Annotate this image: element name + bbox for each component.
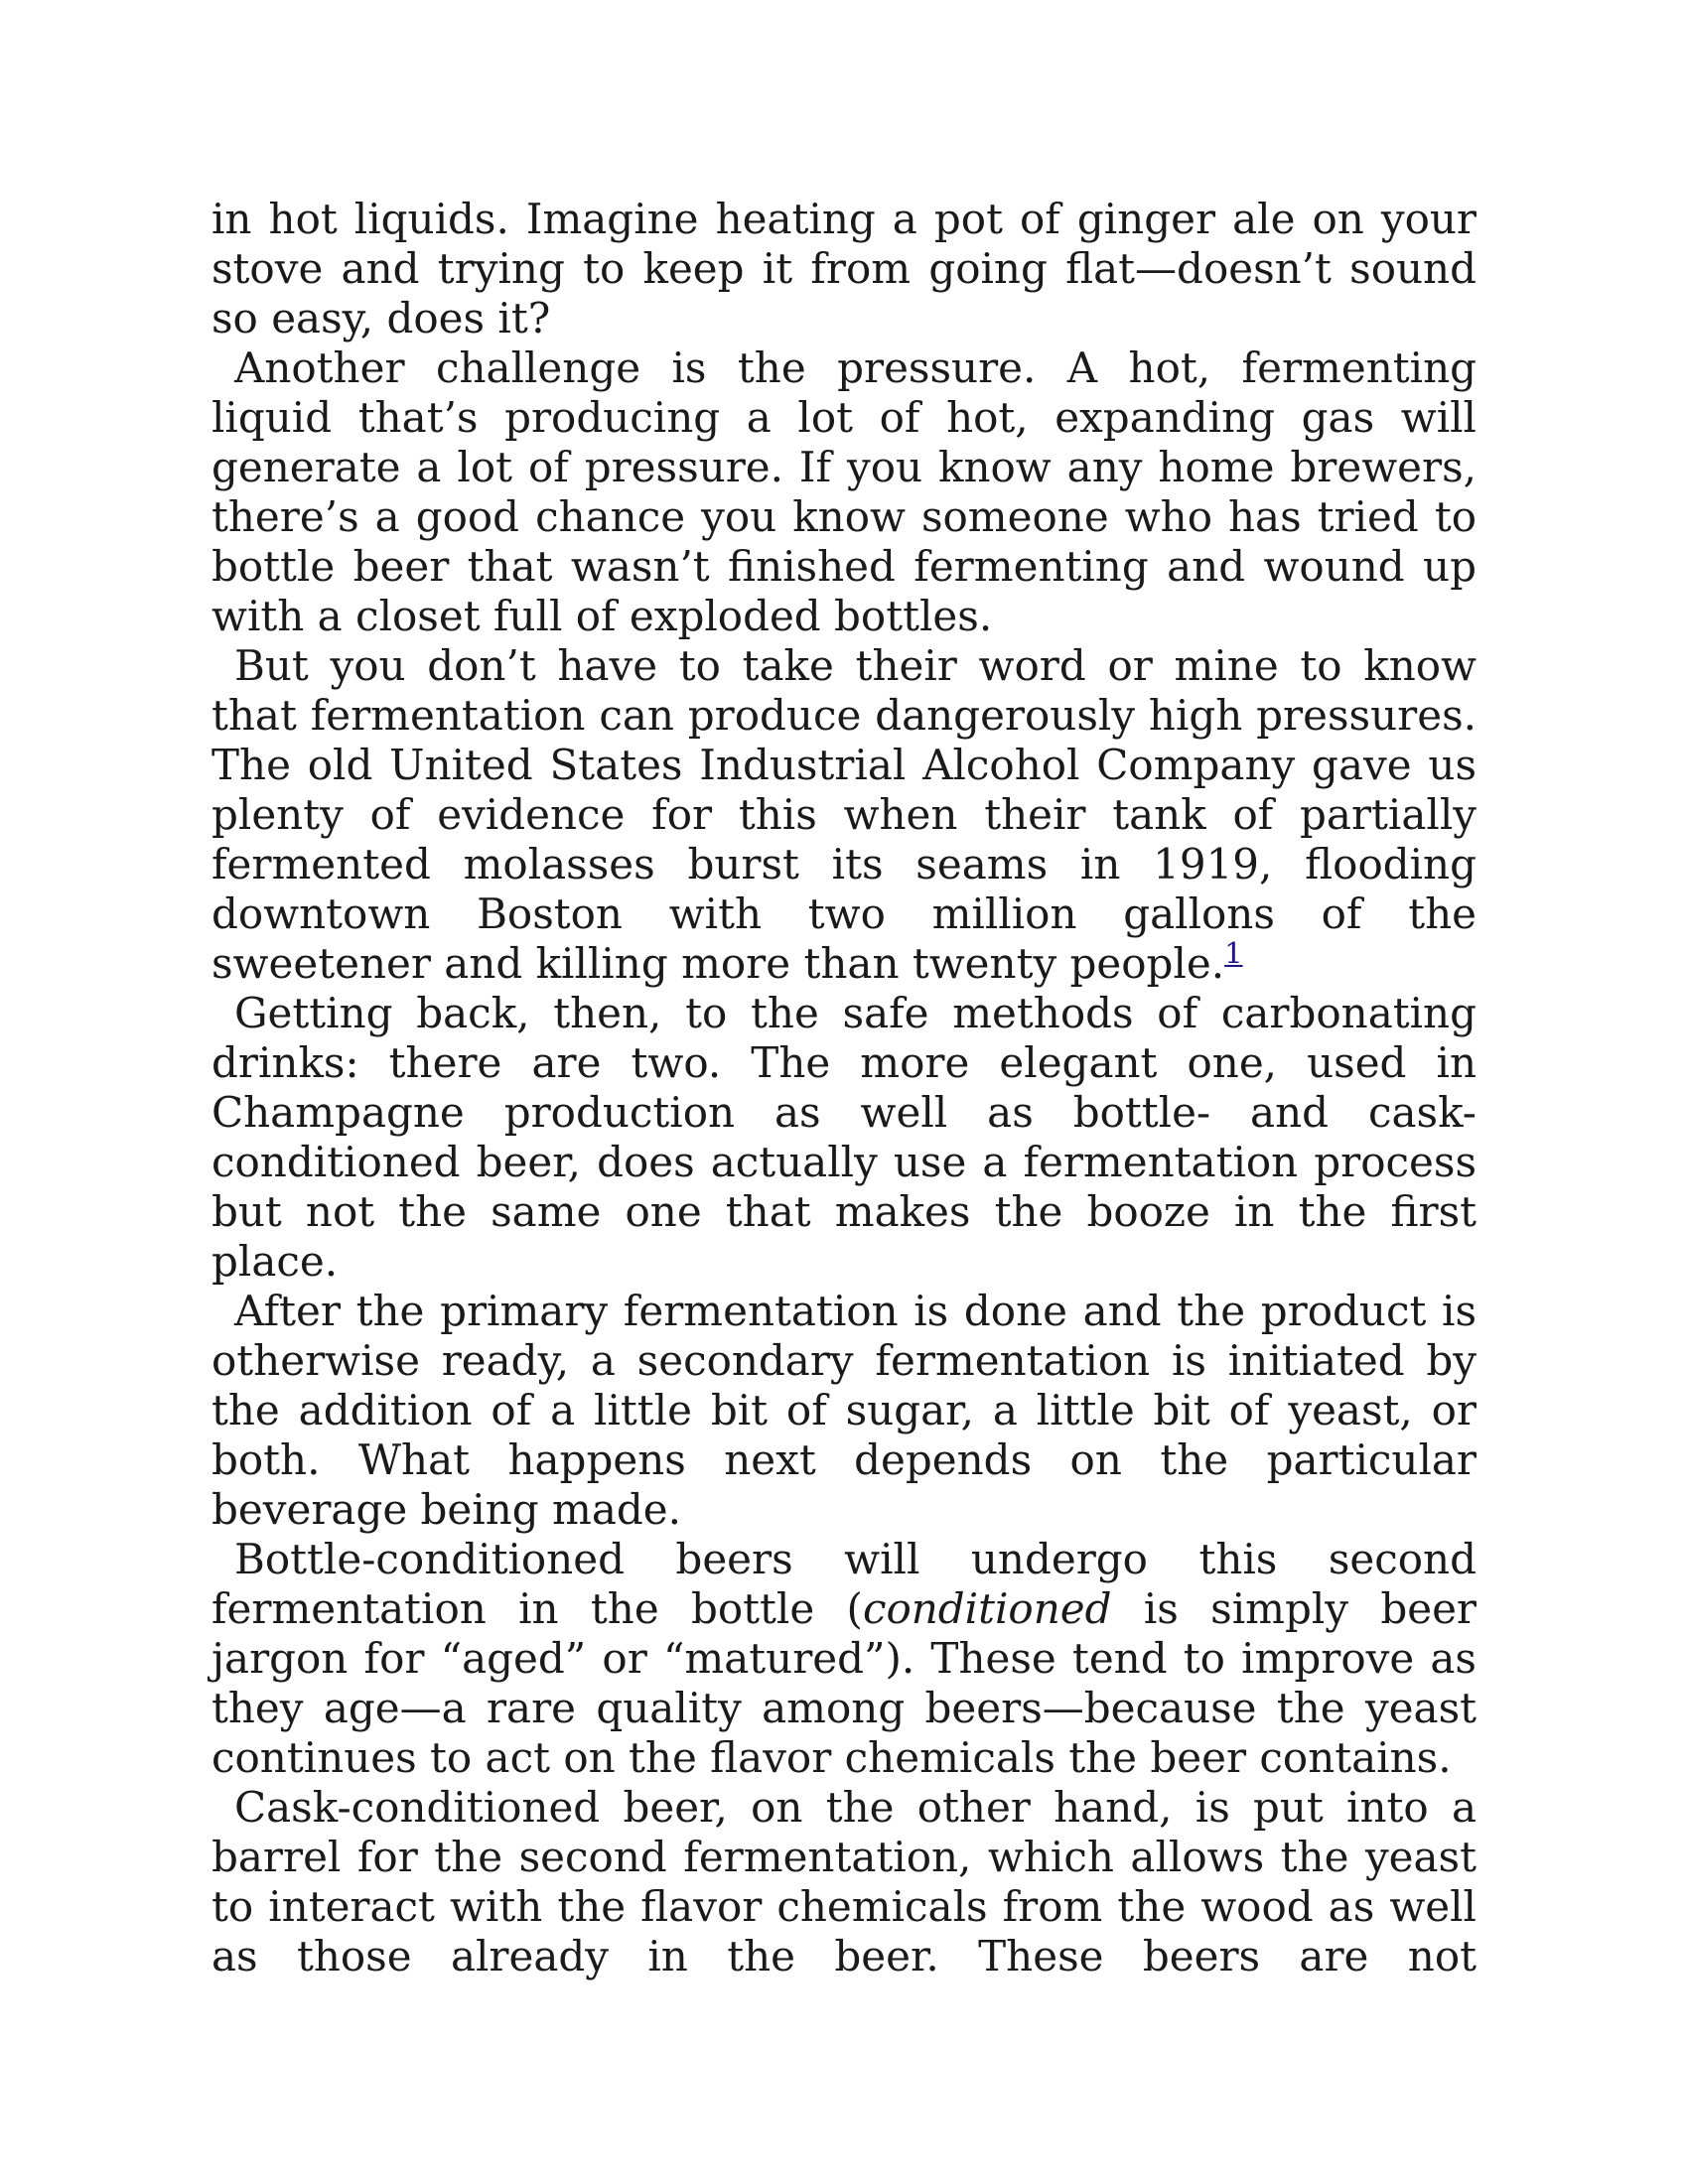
paragraph-cask-conditioned <box>211 1783 1477 1981</box>
paragraph-text: Cask-conditioned beer, on the other hand, is put into a barrel for the second fermentation, which allows the yeast to interact with the flavor chemicals from the wood as well as those already in the beer. These beers are not <box>211 1783 1477 1980</box>
paragraph-pressure <box>211 343 1477 641</box>
paragraph-text: in hot liquids. Imagine heating a pot of ginger ale on your stove and trying to keep it from going flat—doesn’t sound so easy, does it? <box>211 195 1477 342</box>
paragraph-text: After the primary fermentation is done and the product is otherwise ready, a secondary fermentation is initiated by the addition of a little bit of sugar, a little bit of yeast, or both. What happens next depends on the particular beverage being made. <box>211 1287 1477 1534</box>
paragraph-secondary-fermentation <box>211 1287 1477 1535</box>
italic-term: conditioned <box>862 1584 1112 1633</box>
footnote-link[interactable]: 1 <box>1224 936 1243 970</box>
paragraph-bottle-conditioned <box>211 1535 1477 1783</box>
paragraph-text: is simply beer jargon for “aged” or “matured”). These tend to improve as they age—a rare quality among beers—because the yeast continues to act on the flavor chemicals the beer contains. <box>211 1584 1477 1782</box>
paragraph-text: Bottle-conditioned beers will undergo this second fermentation in the bottle ( <box>211 1535 1477 1633</box>
paragraph-text: Getting back, then, to the safe methods of carbonating drinks: there are two. The more elegant one, used in Champagne production as well as bottle- and cask-conditioned beer, does actually use a fermentation process but not the same one that makes the booze in the first place. <box>211 989 1477 1286</box>
paragraph-text: Another challenge is the pressure. A hot, fermenting liquid that’s producing a lot of hot, expanding gas will generate a lot of pressure. If you know any home brewers, there’s a good chance you know someone who has tried to bottle beer that wasn’t finished fermenting and wound up with a closet full of exploded bottles. <box>211 343 1477 640</box>
page-body <box>211 195 1477 1981</box>
paragraph-molasses <box>211 641 1477 989</box>
paragraph-continuation <box>211 195 1477 343</box>
paragraph-carbonating-methods <box>211 989 1477 1287</box>
paragraph-text: But you don’t have to take their word or mine to know that fermentation can produce dangerously high pressures. The old United States Industrial Alcohol Company gave us plenty of evidence for this when their tank of partially fermented molasses burst its seams in 1919, flooding downtown Boston with two million gallons of the sweetener and killing more than twenty people. <box>211 641 1477 988</box>
